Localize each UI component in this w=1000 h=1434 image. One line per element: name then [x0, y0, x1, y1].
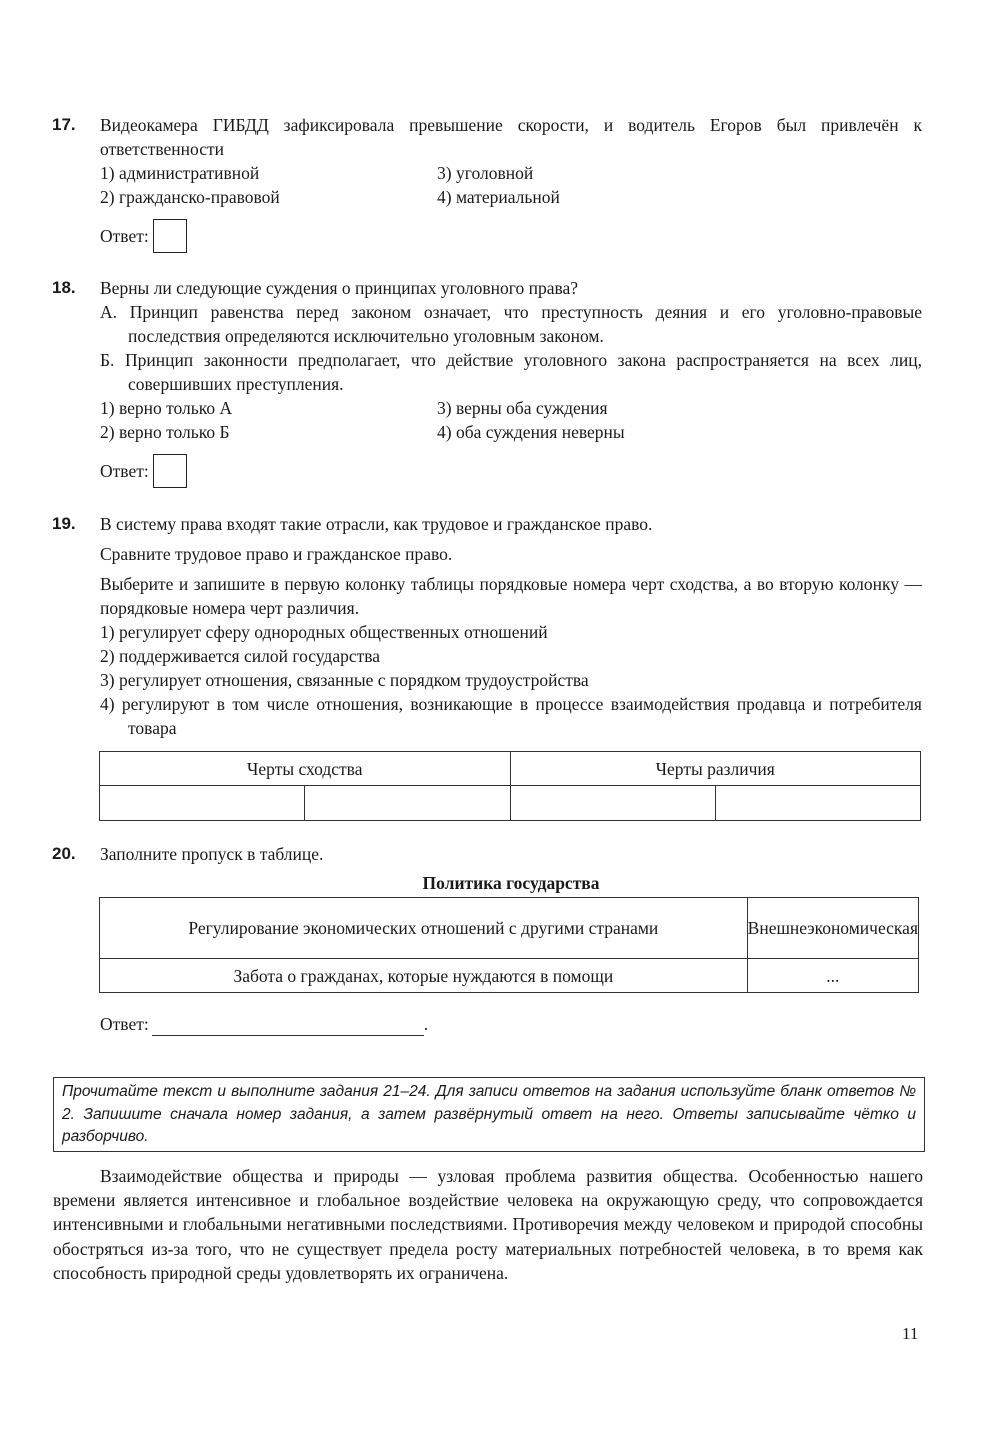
- policy-description-1: Регулирование экономических отношений с другими странами: [100, 898, 748, 959]
- answer-row-20: [100, 1012, 428, 1036]
- option-4: 4) оба суждения неверны: [437, 422, 625, 442]
- page-number: 11: [902, 1324, 919, 1343]
- statement-a: А. Принцип равенства перед законом означает, что преступность деяния и его уголовно-правовые последствия определяются исключительно уголовным законом.: [100, 302, 922, 346]
- answer-line[interactable]: [152, 1015, 424, 1036]
- question-number: 19.: [52, 514, 76, 533]
- policy-type-blank: ...: [747, 959, 918, 993]
- question-number: 20.: [52, 844, 76, 863]
- header-differences: Черты различия: [510, 752, 921, 786]
- option-1: 1) административной: [100, 163, 260, 183]
- question-17: [52, 113, 922, 253]
- header-similarities: Черты сходства: [100, 752, 511, 786]
- option-2: 2) гражданско-правовой: [100, 187, 280, 207]
- difference-cell-1[interactable]: [510, 786, 715, 821]
- options-list: [100, 161, 922, 209]
- question-text: Верны ли следующие суждения о принципах уголовного права?: [100, 278, 579, 298]
- question-20: [52, 842, 922, 895]
- question-number: 17.: [52, 115, 76, 134]
- policy-type-1: Внешнеэкономическая: [747, 898, 918, 959]
- answer-box[interactable]: [153, 219, 187, 253]
- similarity-cell-2[interactable]: [305, 786, 510, 821]
- item-2: 2) поддерживается силой государства: [100, 646, 381, 666]
- similarity-cell-1[interactable]: [100, 786, 305, 821]
- policy-table: [99, 897, 919, 993]
- answer-row: [100, 219, 922, 253]
- answer-label: Ответ:: [100, 226, 149, 246]
- question-text: Заполните пропуск в таблице.: [100, 844, 324, 864]
- item-4: 4) регулируют в том числе отношения, возникающие в процессе взаимодействия продавца и потребителя товара: [100, 694, 922, 738]
- difference-cell-2[interactable]: [715, 786, 920, 821]
- policy-description-2: Забота о гражданах, которые нуждаются в помощи: [100, 959, 748, 993]
- option-1: 1) верно только А: [100, 398, 233, 418]
- question-number: 18.: [52, 278, 76, 297]
- item-1: 1) регулирует сферу однородных общественных отношений: [100, 622, 548, 642]
- answer-box[interactable]: [153, 454, 187, 488]
- answer-row: [100, 454, 922, 488]
- options-list: [100, 396, 922, 444]
- option-4: 4) материальной: [437, 187, 560, 207]
- option-2: 2) верно только Б: [100, 422, 230, 442]
- question-text-3: Выберите и запишите в первую колонку таблицы порядковые номера черт сходства, а во вторую колонку — порядковые номера черт различия.: [100, 574, 922, 618]
- answer-label: Ответ:: [100, 461, 149, 481]
- statement-b: Б. Принцип законности предполагает, что действие уголовного закона распространяется на всех лиц, совершивших преступления.: [100, 350, 922, 394]
- option-3: 3) уголовной: [437, 163, 534, 183]
- answer-end: .: [423, 1014, 429, 1034]
- question-18: [52, 276, 922, 488]
- question-text-1: В систему права входят такие отрасли, как трудовое и гражданское право.: [100, 514, 653, 534]
- table-title: Политика государства: [422, 873, 600, 893]
- reading-passage: Взаимодействие общества и природы — узловая проблема развития общества. Особенностью нашего времени является интенсивное и глобальное воздействие человека на окружающую среду, что сопровождается интенсивными и глобальными негативными последствиями. Противоречия между человеком и природой способны обостряться из-за того, что не существует предела росту материальных потребностей человека, в то время как способность природной среды удовлетворять их ограничена.: [53, 1166, 923, 1283]
- item-3: 3) регулирует отношения, связанные с порядком трудоустройства: [100, 670, 589, 690]
- option-3: 3) верны оба суждения: [437, 398, 608, 418]
- question-19: [52, 512, 922, 740]
- instructions-box: Прочитайте текст и выполните задания 21–24. Для записи ответов на задания используйте бланк ответов № 2. Запишите сначала номер задания, а затем развёрнутый ответ на него. Ответы записывайте чётко и разборчиво.: [53, 1077, 925, 1152]
- answer-label: Ответ:: [100, 1014, 149, 1034]
- comparison-table: [99, 751, 921, 821]
- question-text-2: Сравните трудовое право и гражданское право.: [100, 544, 453, 564]
- question-text: Видеокамера ГИБДД зафиксировала превышение скорости, и водитель Егоров был привлечён к ответственности: [100, 115, 922, 159]
